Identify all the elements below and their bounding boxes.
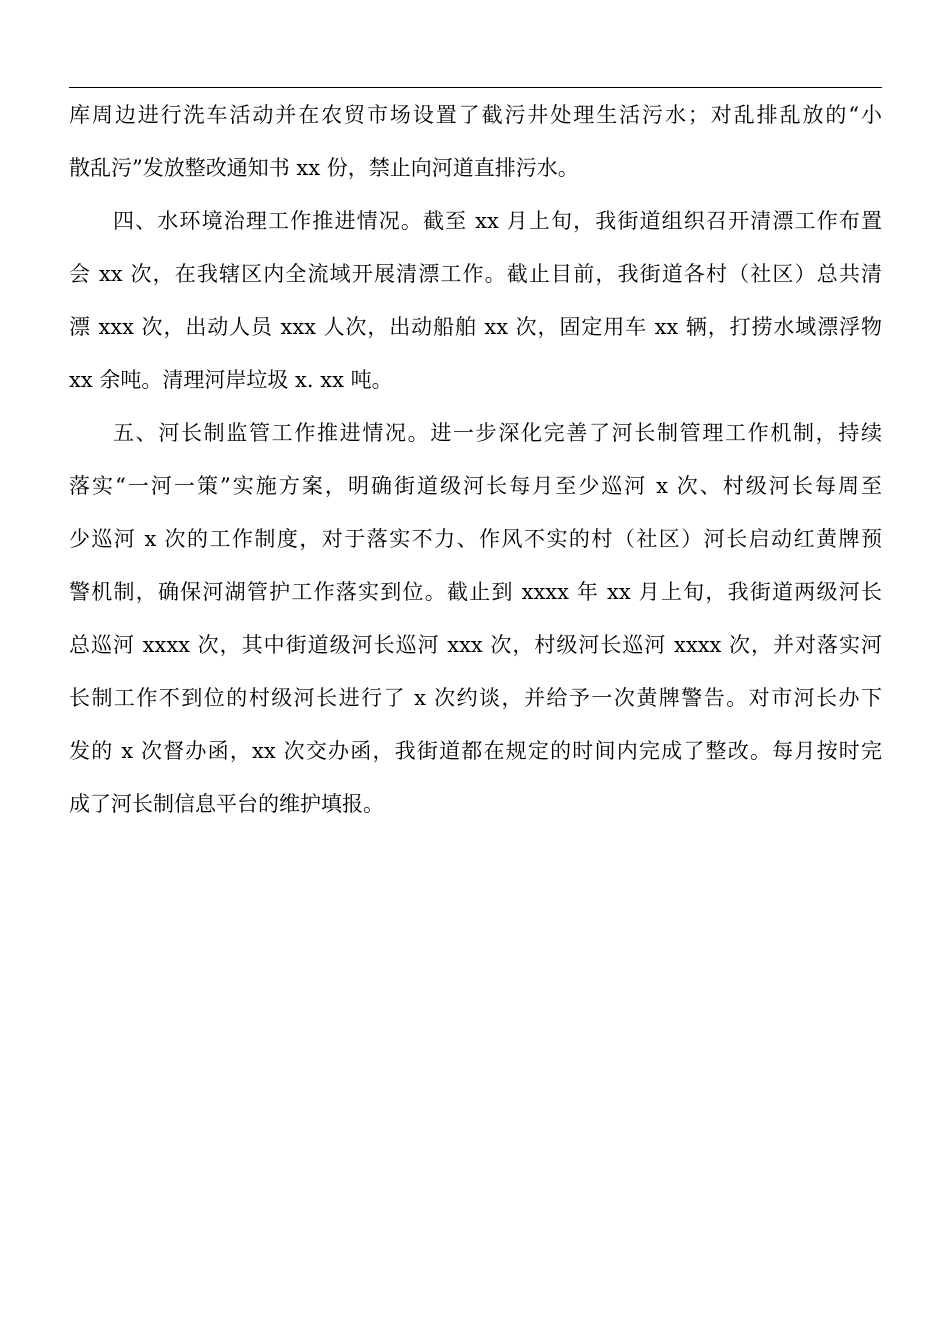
paragraph-start-line: 五、河长制监管工作推进情况。进一步深化完善了河长制管理工作机制，持续 [113, 421, 882, 445]
text-line: 会 xx 次，在我辖区内全流域开展清漂工作。截止目前，我街道各村（社区）总共清 [69, 262, 882, 286]
header-rule [69, 87, 882, 88]
text-line: xx 余吨。清理河岸垃圾 x. xx 吨。 [69, 368, 393, 392]
text-line: 警机制，确保河湖管护工作落实到位。截止到 xxxx 年 xx 月上旬，我街道两级河长 [69, 580, 882, 604]
paragraph-start-line: 四、水环境治理工作推进情况。截至 xx 月上旬，我街道组织召开清漂工作布置 [113, 209, 882, 233]
text-line: 总巡河 xxxx 次，其中街道级河长巡河 xxx 次，村级河长巡河 xxxx 次，并对落实河 [69, 633, 882, 657]
text-line: 漂 xxx 次，出动人员 xxx 人次，出动船舶 xx 次，固定用车 xx 辆，打捞水域漂浮物 [69, 315, 882, 339]
text-line: 长制工作不到位的村级河长进行了 x 次约谈，并给予一次黄牌警告。对市河长办下 [69, 686, 882, 710]
document-body [69, 89, 882, 831]
text-line: 库周边进行洗车活动并在农贸市场设置了截污井处理生活污水；对乱排乱放的“小 [69, 103, 882, 127]
text-line: 少巡河 x 次的工作制度，对于落实不力、作风不实的村（社区）河长启动红黄牌预 [69, 527, 882, 551]
text-line: 发的 x 次督办函，xx 次交办函，我街道都在规定的时间内完成了整改。每月按时完 [69, 739, 882, 763]
text-line: 散乱污”发放整改通知书 xx 份，禁止向河道直排污水。 [69, 156, 579, 180]
text-line: 落实“一河一策”实施方案，明确街道级河长每月至少巡河 x 次、村级河长每周至 [69, 474, 882, 498]
text-line: 成了河长制信息平台的维护填报。 [69, 792, 384, 816]
